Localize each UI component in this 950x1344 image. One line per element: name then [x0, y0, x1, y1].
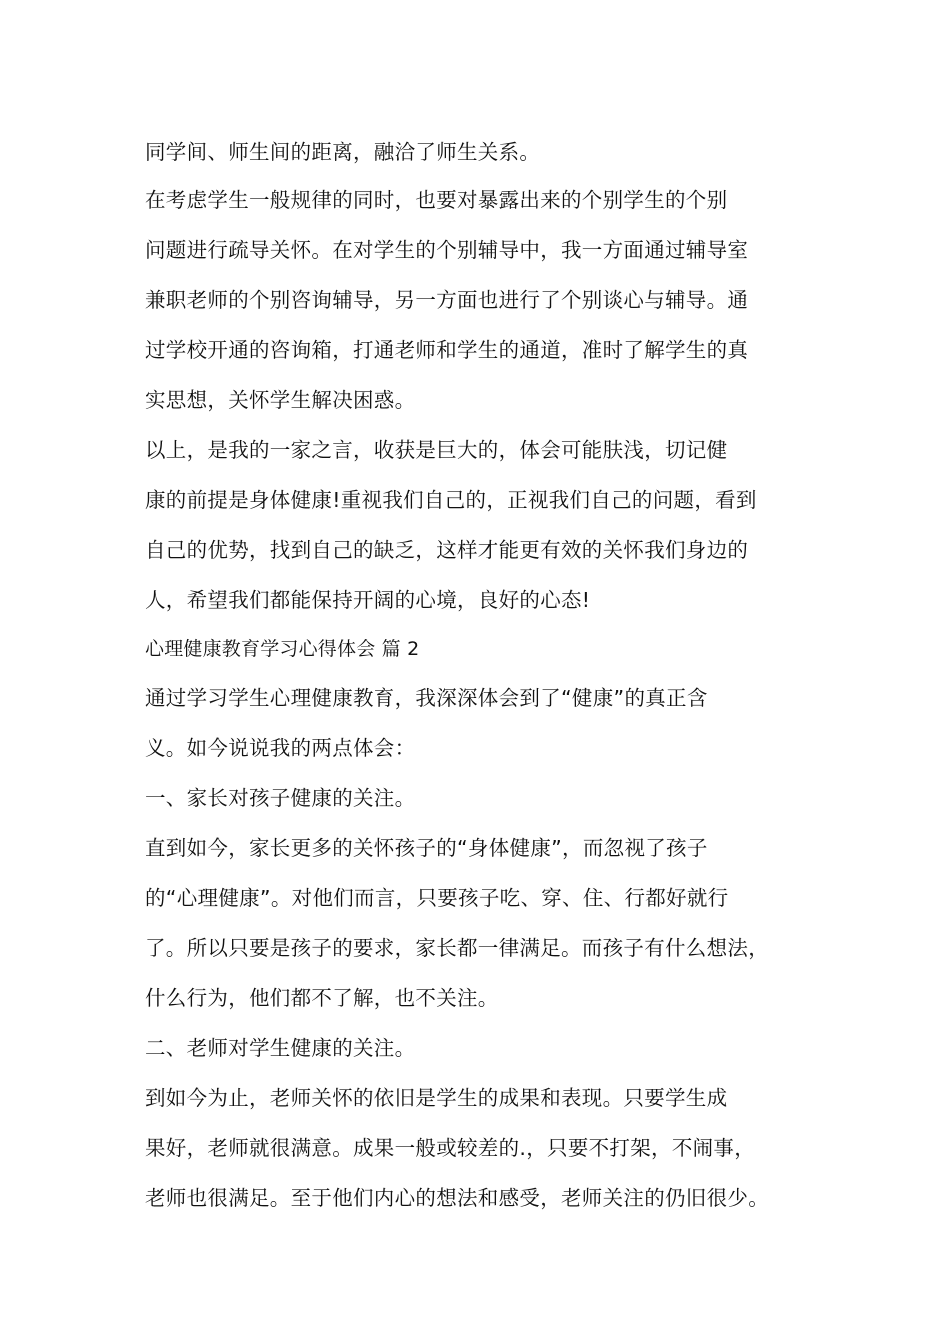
- paragraph-6-line-1: 到如今为止，老师关怀的依旧是学生的成果和表现。只要学生成: [145, 1086, 728, 1110]
- point-1-title: 一、家长对孩子健康的关注。: [145, 786, 416, 810]
- paragraph-3-line-3: 自己的优势，找到自己的缺乏，这样才能更有效的关怀我们身边的: [145, 538, 749, 562]
- point-2-title: 二、老师对学生健康的关注。: [145, 1036, 416, 1060]
- paragraph-5-line-2: 的“心理健康”。对他们而言，只要孩子吃、穿、住、行都好就行: [145, 886, 729, 910]
- paragraph-3-line-2: 康的前提是身体健康!重视我们自己的，正视我们自己的问题，看到: [145, 488, 757, 512]
- paragraph-4-line-2: 义。如今说说我的两点体会：: [145, 736, 416, 760]
- paragraph-4-line-1: 通过学习学生心理健康教育，我深深体会到了“健康”的真正含: [145, 686, 708, 710]
- paragraph-6-line-2: 果好，老师就很满意。成果一般或较差的.，只要不打架，不闹事，: [145, 1136, 756, 1160]
- paragraph-2-line-3: 兼职老师的个别咨询辅导，另一方面也进行了个别谈心与辅导。通: [145, 288, 749, 312]
- section-heading: 心理健康教育学习心得体会 篇 2: [145, 638, 420, 660]
- paragraph-5-line-3: 了。所以只要是孩子的要求，家长都一律满足。而孩子有什么想法，: [145, 936, 769, 960]
- paragraph-2-line-2: 问题进行疏导关怀。在对学生的个别辅导中，我一方面通过辅导室: [145, 238, 749, 262]
- paragraph-5-line-4: 什么行为，他们都不了解，也不关注。: [145, 986, 499, 1010]
- paragraph-1-line-1: 同学间、师生间的距离，融洽了师生关系。: [145, 140, 541, 164]
- paragraph-2-line-5: 实思想，关怀学生解决困惑。: [145, 388, 416, 412]
- paragraph-2-line-1: 在考虑学生一般规律的同时，也要对暴露出来的个别学生的个别: [145, 188, 728, 212]
- paragraph-3-line-4: 人，希望我们都能保持开阔的心境，良好的心态!: [145, 588, 591, 612]
- paragraph-6-line-3: 老师也很满足。至于他们内心的想法和感受，老师关注的仍旧很少。: [145, 1186, 769, 1210]
- paragraph-2-line-4: 过学校开通的咨询箱，打通老师和学生的通道，准时了解学生的真: [145, 338, 749, 362]
- paragraph-5-line-1: 直到如今，家长更多的关怀孩子的“身体健康”，而忽视了孩子: [145, 836, 708, 860]
- paragraph-3-line-1: 以上，是我的一家之言，收获是巨大的，体会可能肤浅，切记健: [145, 438, 728, 462]
